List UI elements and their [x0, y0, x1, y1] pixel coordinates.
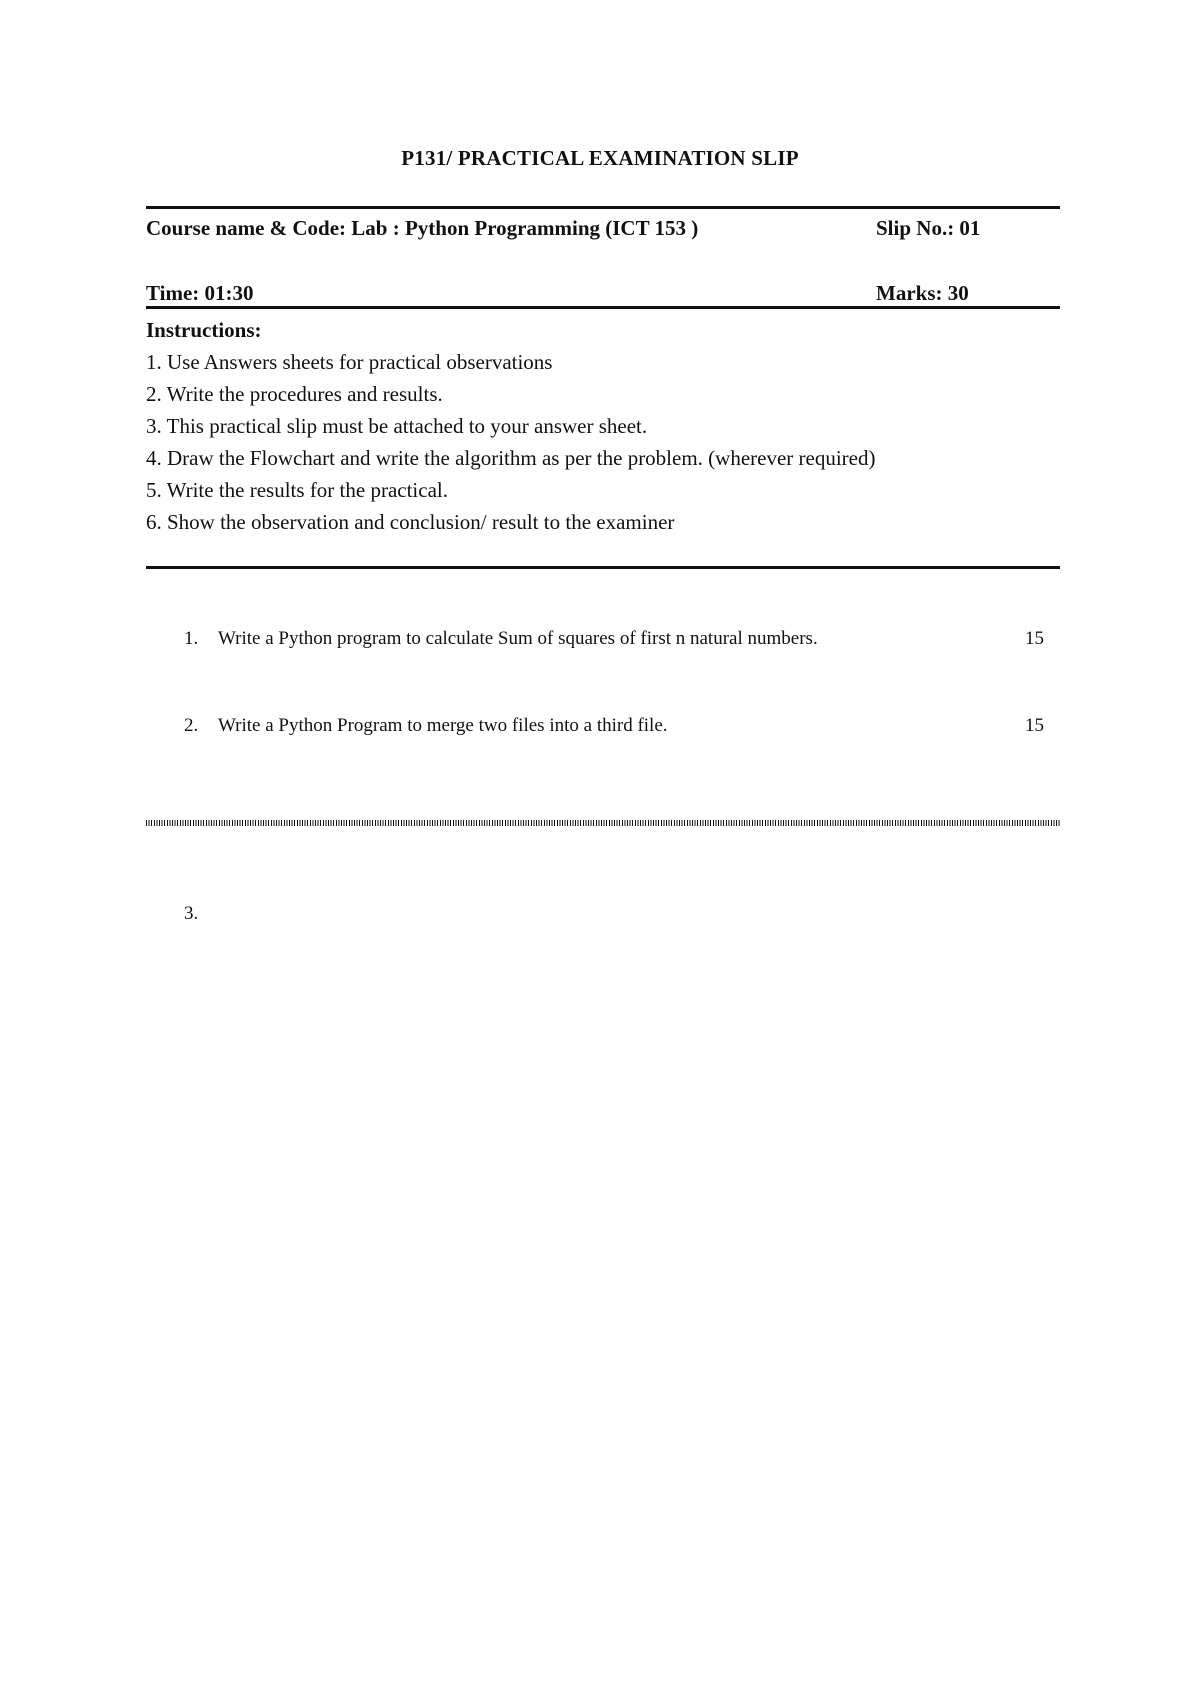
question-number: 1. [184, 628, 199, 649]
header-divider [146, 306, 1060, 309]
slip-number: Slip No.: 01 [876, 216, 981, 240]
question-number: 3. [184, 903, 199, 924]
course-name-code: Course name & Code: Lab : Python Programming (ICT 153 ) [146, 216, 699, 240]
instruction-item: 6. Show the observation and conclusion/ result to the examiner [146, 510, 675, 534]
instruction-item: 1. Use Answers sheets for practical observations [146, 350, 553, 374]
question-marks: 15 [1025, 715, 1044, 736]
instructions-divider [146, 566, 1060, 569]
instructions-block [146, 314, 875, 538]
exam-time: Time: 01:30 [146, 281, 254, 305]
question-text: Write a Python program to calculate Sum of squares of first n natural numbers. [218, 628, 818, 649]
instruction-item: 4. Draw the Flowchart and write the algorithm as per the problem. (wherever required) [146, 446, 876, 470]
question-marks: 15 [1025, 628, 1044, 649]
top-divider [146, 206, 1060, 209]
dashed-separator [146, 820, 1060, 826]
instruction-item: 5. Write the results for the practical. [146, 478, 448, 502]
question-number: 2. [184, 715, 199, 736]
instructions-heading: Instructions: [146, 318, 262, 342]
page-title: P131/ PRACTICAL EXAMINATION SLIP [401, 146, 799, 170]
total-marks: Marks: 30 [876, 281, 969, 305]
question-text: Write a Python Program to merge two files into a third file. [218, 715, 668, 736]
instruction-item: 3. This practical slip must be attached to your answer sheet. [146, 414, 648, 438]
instruction-item: 2. Write the procedures and results. [146, 382, 443, 406]
